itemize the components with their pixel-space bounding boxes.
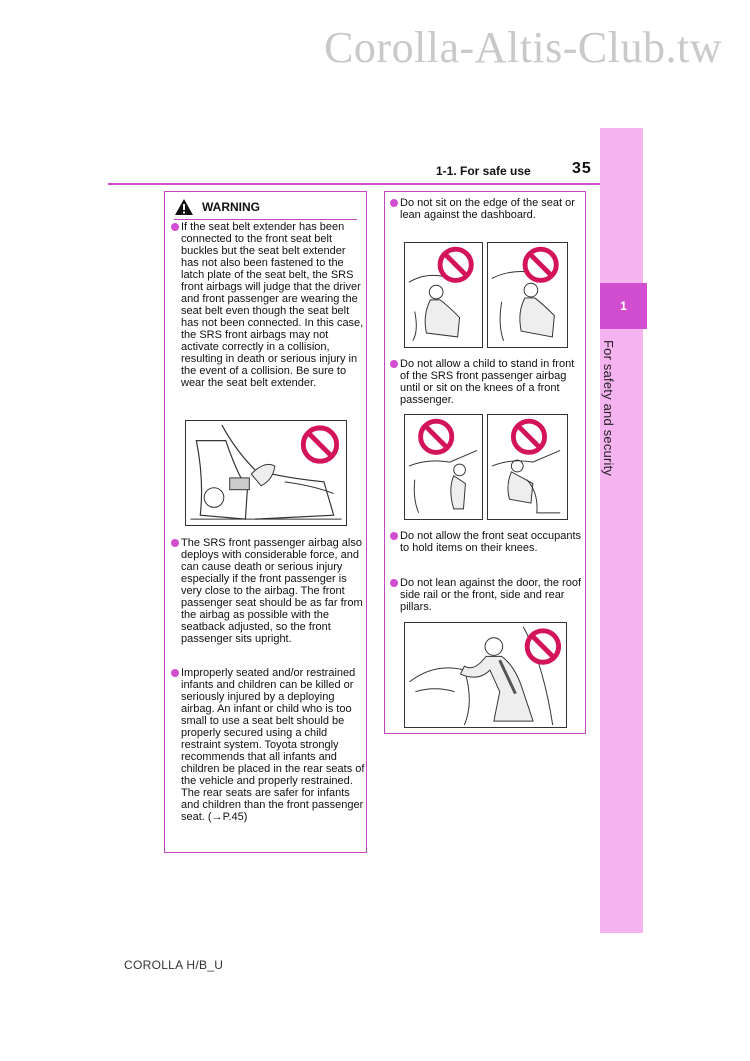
warning-rule xyxy=(174,219,357,220)
lean-dashboard-illustration xyxy=(487,242,568,348)
page-number: 35 xyxy=(572,160,592,177)
footer-model-code: COROLLA H/B_U xyxy=(124,958,224,972)
edge-of-seat-illustration xyxy=(404,242,483,348)
prohibition-icon xyxy=(513,421,544,452)
bullet-icon xyxy=(171,539,179,547)
list-item xyxy=(171,667,366,823)
bullet-icon xyxy=(171,669,179,677)
section-title: 1-1. For safe use xyxy=(436,164,531,178)
bullet-text: Do not allow the front seat occupants to hold items on their knees. xyxy=(400,530,581,554)
child-on-knees-illustration xyxy=(487,414,568,520)
list-item xyxy=(390,197,584,221)
prohibition-icon xyxy=(525,249,556,280)
child-standing-illustration xyxy=(404,414,483,520)
watermark: Corolla-Altis-Club.tw xyxy=(324,23,722,72)
prohibition-icon xyxy=(440,249,471,280)
bullet-text: If the seat belt extender has been connected to the front seat belt buckles but the seat belt extender has not also been fastened to the latch plate of the seat belt, the SRS front airbags will judge that the driver and front passenger are wearing the seat belt even though the seat belt has not been connected. In this case, the SRS front airbags may not activate correctly in a collision, resulting in death or serious injury in the event of a collision. Be sure to wear the seat belt extender. xyxy=(181,221,364,389)
header-rule xyxy=(108,183,600,185)
list-item xyxy=(171,537,366,645)
list-item xyxy=(390,530,584,554)
prohibition-icon xyxy=(527,631,558,662)
bullet-text: Do not allow a child to stand in front of the SRS front passenger airbag until or sit on the knees of a front passenger. xyxy=(400,358,575,406)
side-tab xyxy=(600,128,643,933)
warning-header xyxy=(174,197,357,217)
bullet-icon xyxy=(171,223,179,231)
warning-box-right xyxy=(384,191,586,734)
chapter-number-badge: 1 xyxy=(600,283,647,329)
list-item xyxy=(171,221,366,389)
bullet-text: Improperly seated and/or restrained infants and children can be killed or seriously injured by a deploying airbag. An infant or child who is too small to use a seat belt should be properly secured using a child restraint system. Toyota strongly recommends that all infants and children be placed in the rear seats of the vehicle and properly restrained. The rear seats are safer for infants and children than the front passenger seat. (→P.45) xyxy=(181,667,365,823)
bullet-text: Do not lean against the door, the roof side rail or the front, side and rear pillars. xyxy=(400,577,582,613)
seat-belt-extender-illustration xyxy=(185,420,347,526)
bullet-icon xyxy=(390,360,398,368)
bullet-text: The SRS front passenger airbag also deploys with considerable force, and can cause death or serious injury especially if the front passenger is very close to the airbag. The front passenger seat should be as far from the airbag as possible with the seatback adjusted, so the front passenger sits upright. xyxy=(181,537,363,645)
lean-door-illustration xyxy=(404,622,567,728)
prohibition-icon xyxy=(421,421,452,452)
bullet-text: Do not sit on the edge of the seat or lean against the dashboard. xyxy=(400,197,575,221)
bullet-icon xyxy=(390,579,398,587)
warning-label: WARNING xyxy=(202,200,260,214)
bullet-icon xyxy=(390,532,398,540)
list-item xyxy=(390,358,584,406)
bullet-icon xyxy=(390,199,398,207)
prohibition-icon xyxy=(303,428,336,461)
warning-box-left xyxy=(164,191,367,853)
warning-triangle-icon xyxy=(174,198,194,216)
list-item xyxy=(390,577,584,613)
chapter-title: For safety and security xyxy=(601,340,616,477)
